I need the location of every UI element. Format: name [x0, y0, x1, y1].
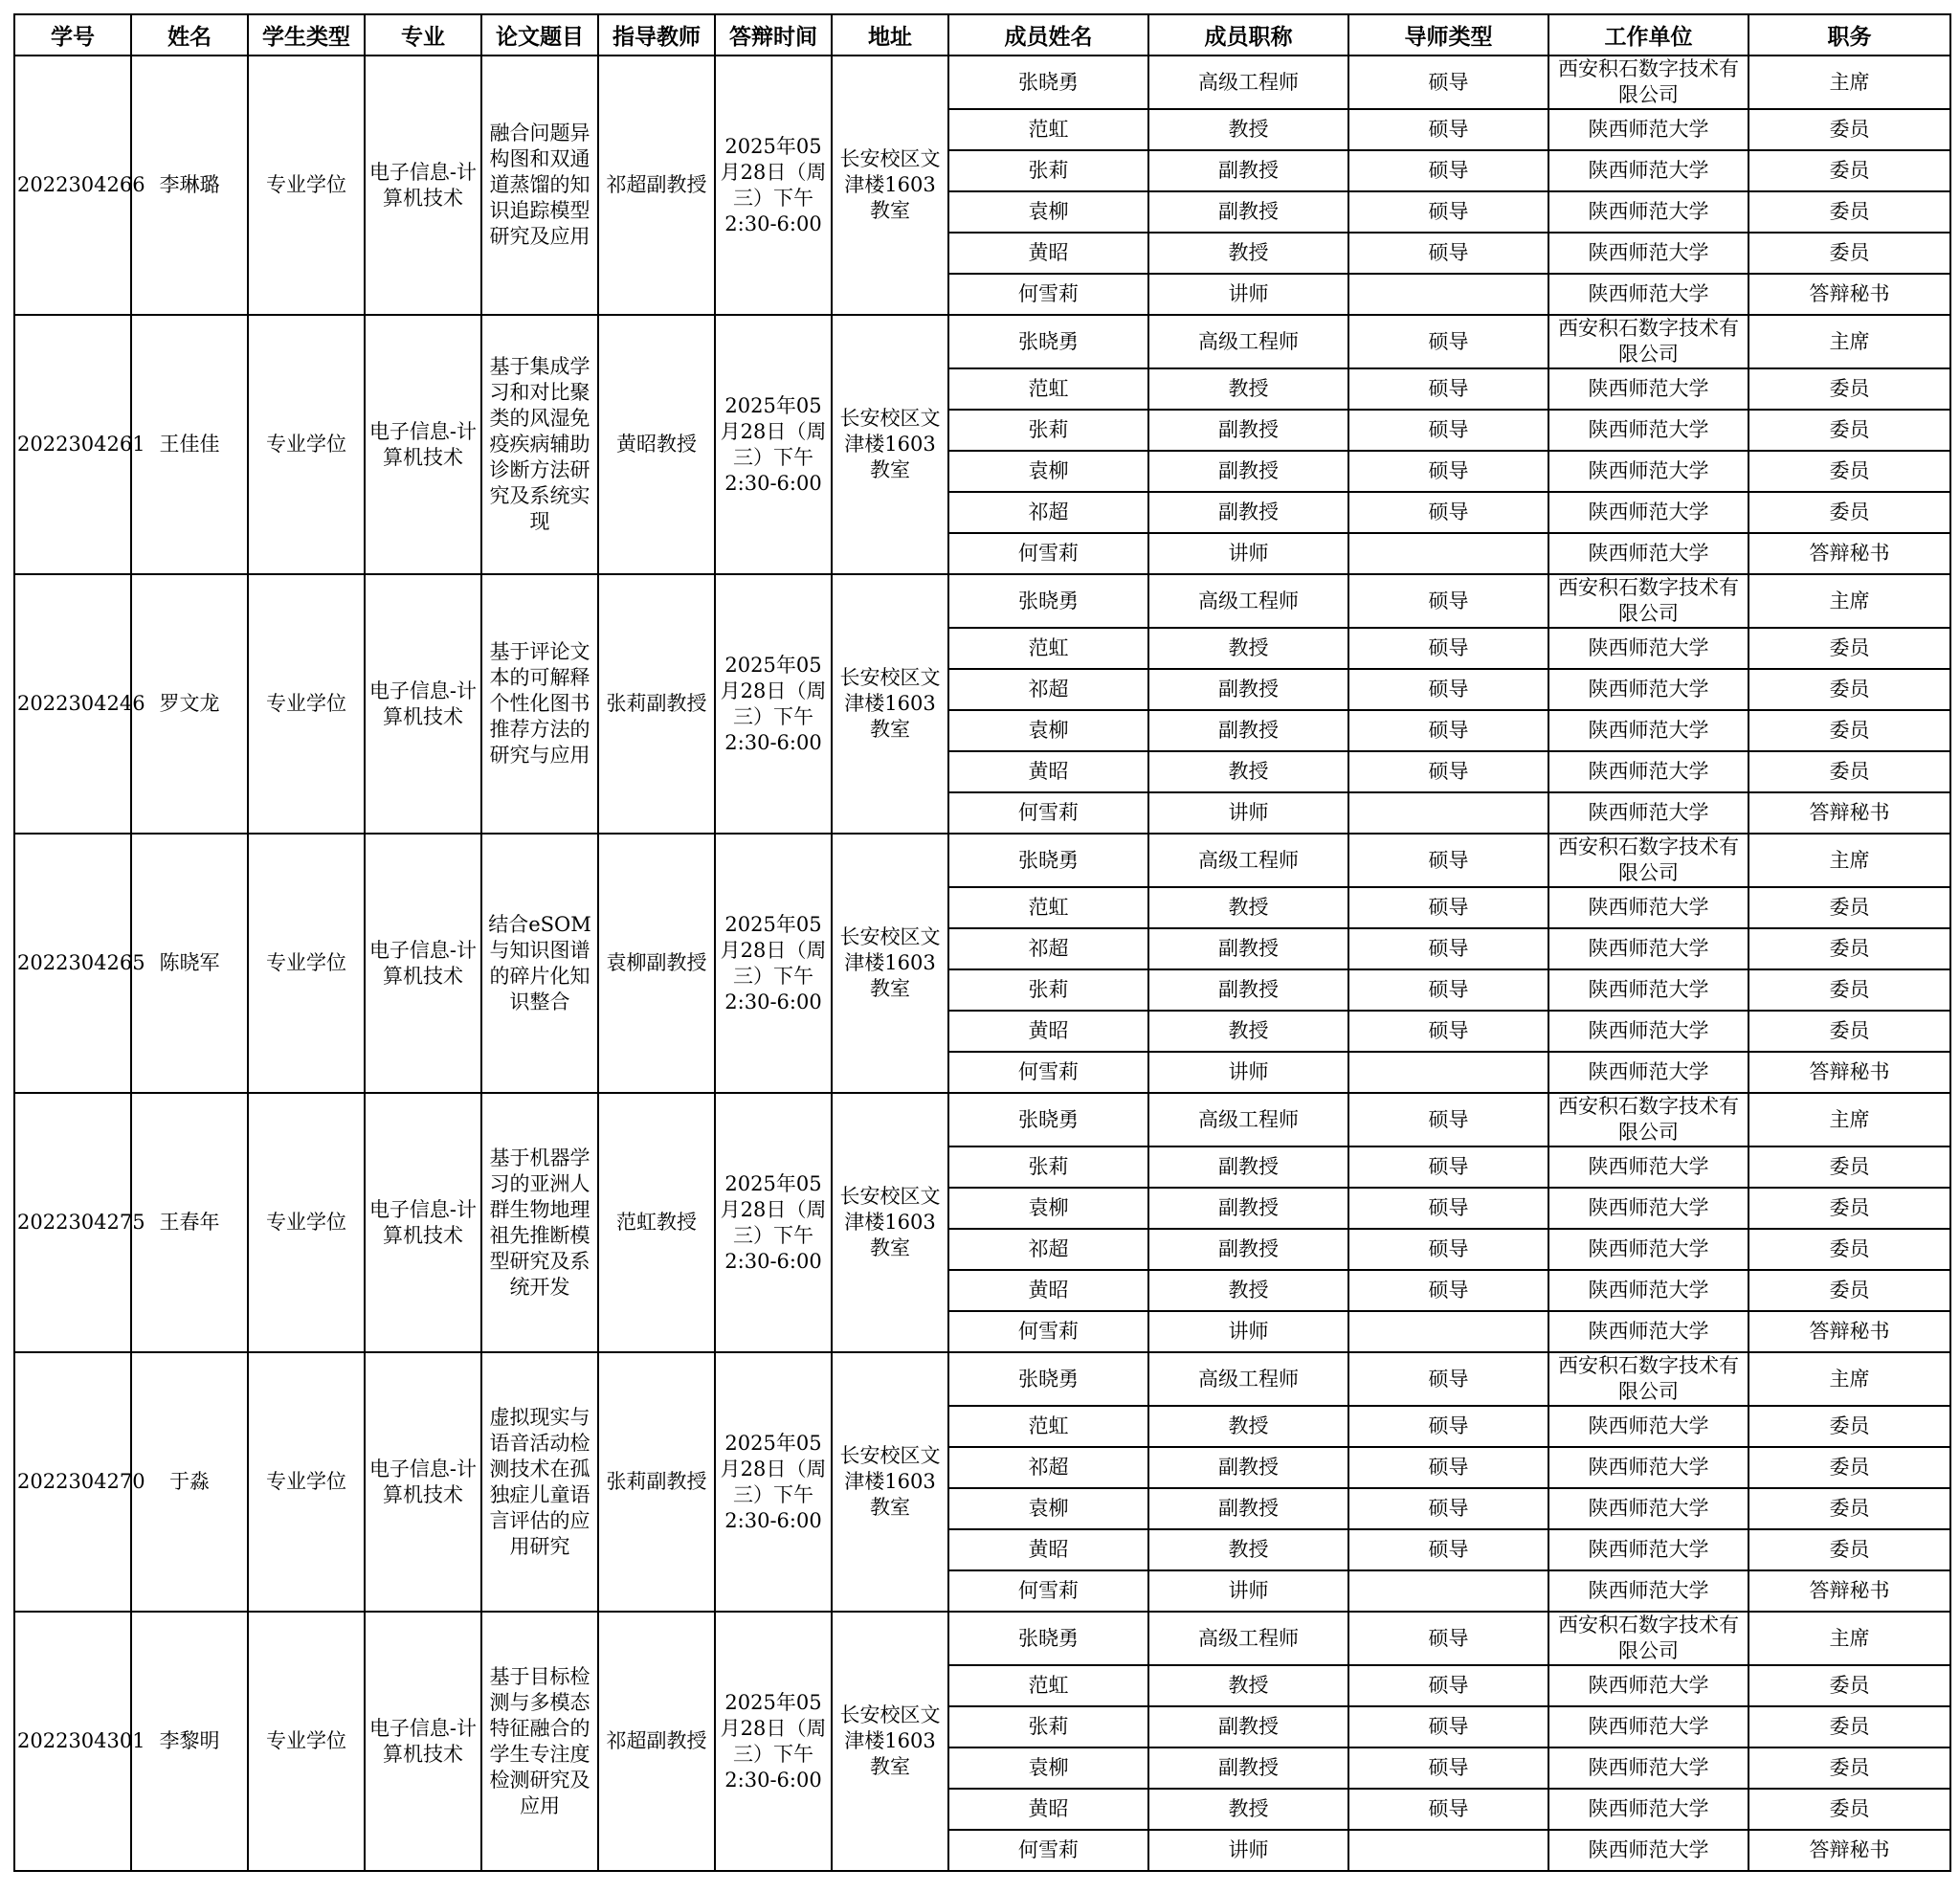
- defense-schedule-sheet: [13, 13, 1950, 1880]
- supervisor-type-cell: 硕导: [1348, 1093, 1548, 1146]
- supervisor-type-cell: [1348, 1570, 1548, 1612]
- supervisor-type-cell: 硕导: [1348, 969, 1548, 1011]
- supervisor-type-cell: 硕导: [1348, 1270, 1548, 1311]
- member-name-cell: 黄昭: [948, 1529, 1148, 1570]
- member-title-cell: 副教授: [1148, 1706, 1348, 1747]
- work-unit-cell: 陕西师范大学: [1548, 233, 1748, 274]
- member-name-cell: 张晓勇: [948, 574, 1148, 628]
- member-title-cell: 高级工程师: [1148, 1612, 1348, 1665]
- table-row: [14, 1612, 1950, 1665]
- member-title-cell: 讲师: [1148, 1570, 1348, 1612]
- work-unit-cell: 西安积石数字技术有限公司: [1548, 834, 1748, 887]
- defense-time-cell: 2025年05月28日（周三）下午2:30-6:00: [715, 1352, 832, 1612]
- header-student-type: 学生类型: [248, 14, 365, 56]
- supervisor-type-cell: [1348, 1311, 1548, 1352]
- member-name-cell: 张莉: [948, 1706, 1148, 1747]
- member-name-cell: 黄昭: [948, 1270, 1148, 1311]
- work-unit-cell: 陕西师范大学: [1548, 1706, 1748, 1747]
- member-name-cell: 黄昭: [948, 1789, 1148, 1830]
- role-cell: 主席: [1748, 1612, 1950, 1665]
- member-name-cell: 祁超: [948, 492, 1148, 533]
- member-title-cell: 教授: [1148, 233, 1348, 274]
- work-unit-cell: 陕西师范大学: [1548, 1529, 1748, 1570]
- supervisor-type-cell: 硕导: [1348, 492, 1548, 533]
- member-title-cell: 副教授: [1148, 669, 1348, 710]
- work-unit-cell: 西安积石数字技术有限公司: [1548, 1352, 1748, 1406]
- supervisor-type-cell: 硕导: [1348, 1352, 1548, 1406]
- student-type-cell: 专业学位: [248, 1612, 365, 1871]
- work-unit-cell: 西安积石数字技术有限公司: [1548, 574, 1748, 628]
- member-name-cell: 张晓勇: [948, 834, 1148, 887]
- member-title-cell: 副教授: [1148, 1488, 1348, 1529]
- member-title-cell: 副教授: [1148, 928, 1348, 969]
- member-name-cell: 张晓勇: [948, 1612, 1148, 1665]
- work-unit-cell: 陕西师范大学: [1548, 1447, 1748, 1488]
- header-advisor: 指导教师: [598, 14, 715, 56]
- header-member-title: 成员职称: [1148, 14, 1348, 56]
- member-title-cell: 讲师: [1148, 274, 1348, 315]
- table-row: [14, 1352, 1950, 1406]
- work-unit-cell: 西安积石数字技术有限公司: [1548, 1612, 1748, 1665]
- member-name-cell: 范虹: [948, 109, 1148, 150]
- member-name-cell: 范虹: [948, 1406, 1148, 1447]
- defense-time-cell: 2025年05月28日（周三）下午2:30-6:00: [715, 574, 832, 834]
- role-cell: 答辩秘书: [1748, 1570, 1950, 1612]
- member-name-cell: 何雪莉: [948, 792, 1148, 834]
- header-defense-time: 答辩时间: [715, 14, 832, 56]
- member-name-cell: 张莉: [948, 969, 1148, 1011]
- defense-time-cell: 2025年05月28日（周三）下午2:30-6:00: [715, 315, 832, 574]
- supervisor-type-cell: 硕导: [1348, 628, 1548, 669]
- work-unit-cell: 陕西师范大学: [1548, 1146, 1748, 1188]
- supervisor-type-cell: 硕导: [1348, 109, 1548, 150]
- member-name-cell: 何雪莉: [948, 274, 1148, 315]
- student-name-cell: 王佳佳: [131, 315, 248, 574]
- member-title-cell: 高级工程师: [1148, 574, 1348, 628]
- supervisor-type-cell: 硕导: [1348, 1529, 1548, 1570]
- student-type-cell: 专业学位: [248, 1093, 365, 1352]
- header-location: 地址: [832, 14, 948, 56]
- thesis-title-cell: 融合问题异构图和双通道蒸馏的知识追踪模型研究及应用: [481, 56, 598, 315]
- thesis-title-cell: 基于机器学习的亚洲人群生物地理祖先推断模型研究及系统开发: [481, 1093, 598, 1352]
- member-name-cell: 范虹: [948, 628, 1148, 669]
- role-cell: 委员: [1748, 628, 1950, 669]
- supervisor-type-cell: 硕导: [1348, 751, 1548, 792]
- location-cell: 长安校区文津楼1603教室: [832, 56, 948, 315]
- work-unit-cell: 陕西师范大学: [1548, 887, 1748, 928]
- member-name-cell: 张莉: [948, 410, 1148, 451]
- location-cell: 长安校区文津楼1603教室: [832, 1352, 948, 1612]
- role-cell: 委员: [1748, 1146, 1950, 1188]
- header-work-unit: 工作单位: [1548, 14, 1748, 56]
- member-name-cell: 袁柳: [948, 710, 1148, 751]
- supervisor-type-cell: 硕导: [1348, 1447, 1548, 1488]
- defense-time-cell: 2025年05月28日（周三）下午2:30-6:00: [715, 1093, 832, 1352]
- member-name-cell: 何雪莉: [948, 1570, 1148, 1612]
- member-name-cell: 袁柳: [948, 1747, 1148, 1789]
- member-title-cell: 教授: [1148, 628, 1348, 669]
- role-cell: 委员: [1748, 710, 1950, 751]
- role-cell: 委员: [1748, 150, 1950, 191]
- role-cell: 主席: [1748, 1352, 1950, 1406]
- role-cell: 委员: [1748, 1706, 1950, 1747]
- work-unit-cell: 陕西师范大学: [1548, 1229, 1748, 1270]
- member-title-cell: 副教授: [1148, 1229, 1348, 1270]
- supervisor-type-cell: 硕导: [1348, 928, 1548, 969]
- advisor-cell: 黄昭教授: [598, 315, 715, 574]
- supervisor-type-cell: 硕导: [1348, 1665, 1548, 1706]
- thesis-title-cell: 基于目标检测与多模态特征融合的学生专注度检测研究及应用: [481, 1612, 598, 1871]
- location-cell: 长安校区文津楼1603教室: [832, 1093, 948, 1352]
- role-cell: 主席: [1748, 834, 1950, 887]
- member-title-cell: 教授: [1148, 1011, 1348, 1052]
- member-title-cell: 副教授: [1148, 969, 1348, 1011]
- major-cell: 电子信息-计算机技术: [365, 1612, 481, 1871]
- role-cell: 委员: [1748, 1789, 1950, 1830]
- member-title-cell: 讲师: [1148, 1830, 1348, 1871]
- role-cell: 答辩秘书: [1748, 1052, 1950, 1093]
- role-cell: 答辩秘书: [1748, 533, 1950, 574]
- major-cell: 电子信息-计算机技术: [365, 574, 481, 834]
- role-cell: 委员: [1748, 669, 1950, 710]
- role-cell: 答辩秘书: [1748, 274, 1950, 315]
- table-row: [14, 1093, 1950, 1146]
- supervisor-type-cell: 硕导: [1348, 1706, 1548, 1747]
- role-cell: 委员: [1748, 1447, 1950, 1488]
- member-name-cell: 何雪莉: [948, 533, 1148, 574]
- member-title-cell: 教授: [1148, 1665, 1348, 1706]
- work-unit-cell: 西安积石数字技术有限公司: [1548, 315, 1748, 368]
- thesis-title-cell: 基于评论文本的可解释个性化图书推荐方法的研究与应用: [481, 574, 598, 834]
- supervisor-type-cell: 硕导: [1348, 368, 1548, 410]
- student-name-cell: 陈晓军: [131, 834, 248, 1093]
- work-unit-cell: 陕西师范大学: [1548, 1830, 1748, 1871]
- student-type-cell: 专业学位: [248, 1352, 365, 1612]
- supervisor-type-cell: 硕导: [1348, 574, 1548, 628]
- member-name-cell: 张晓勇: [948, 1352, 1148, 1406]
- role-cell: 委员: [1748, 109, 1950, 150]
- header-supervisor-type: 导师类型: [1348, 14, 1548, 56]
- member-title-cell: 教授: [1148, 1529, 1348, 1570]
- work-unit-cell: 陕西师范大学: [1548, 969, 1748, 1011]
- defense-time-cell: 2025年05月28日（周三）下午2:30-6:00: [715, 56, 832, 315]
- supervisor-type-cell: 硕导: [1348, 451, 1548, 492]
- work-unit-cell: 西安积石数字技术有限公司: [1548, 56, 1748, 109]
- student-name-cell: 王春年: [131, 1093, 248, 1352]
- work-unit-cell: 陕西师范大学: [1548, 669, 1748, 710]
- advisor-cell: 祁超副教授: [598, 56, 715, 315]
- role-cell: 委员: [1748, 451, 1950, 492]
- member-title-cell: 副教授: [1148, 1447, 1348, 1488]
- member-name-cell: 张莉: [948, 150, 1148, 191]
- work-unit-cell: 陕西师范大学: [1548, 1052, 1748, 1093]
- role-cell: 委员: [1748, 928, 1950, 969]
- member-title-cell: 副教授: [1148, 451, 1348, 492]
- member-title-cell: 副教授: [1148, 1146, 1348, 1188]
- student-name-cell: 罗文龙: [131, 574, 248, 834]
- member-title-cell: 副教授: [1148, 710, 1348, 751]
- work-unit-cell: 陕西师范大学: [1548, 150, 1748, 191]
- table-row: [14, 574, 1950, 628]
- work-unit-cell: 陕西师范大学: [1548, 1488, 1748, 1529]
- role-cell: 委员: [1748, 410, 1950, 451]
- supervisor-type-cell: 硕导: [1348, 1188, 1548, 1229]
- member-name-cell: 袁柳: [948, 451, 1148, 492]
- member-title-cell: 教授: [1148, 751, 1348, 792]
- work-unit-cell: 陕西师范大学: [1548, 1570, 1748, 1612]
- table-row: [14, 56, 1950, 109]
- member-name-cell: 范虹: [948, 368, 1148, 410]
- student-name-cell: 于淼: [131, 1352, 248, 1612]
- member-name-cell: 袁柳: [948, 1188, 1148, 1229]
- member-name-cell: 张莉: [948, 1146, 1148, 1188]
- defense-time-cell: 2025年05月28日（周三）下午2:30-6:00: [715, 1612, 832, 1871]
- member-name-cell: 袁柳: [948, 191, 1148, 233]
- member-title-cell: 教授: [1148, 887, 1348, 928]
- role-cell: 主席: [1748, 1093, 1950, 1146]
- defense-time-cell: 2025年05月28日（周三）下午2:30-6:00: [715, 834, 832, 1093]
- table-row: [14, 834, 1950, 887]
- student-id-cell: 2022304246: [14, 574, 131, 834]
- student-type-cell: 专业学位: [248, 834, 365, 1093]
- supervisor-type-cell: 硕导: [1348, 1789, 1548, 1830]
- major-cell: 电子信息-计算机技术: [365, 834, 481, 1093]
- supervisor-type-cell: [1348, 274, 1548, 315]
- location-cell: 长安校区文津楼1603教室: [832, 574, 948, 834]
- work-unit-cell: 陕西师范大学: [1548, 628, 1748, 669]
- work-unit-cell: 陕西师范大学: [1548, 1311, 1748, 1352]
- member-title-cell: 教授: [1148, 109, 1348, 150]
- student-id-cell: 2022304261: [14, 315, 131, 574]
- student-id-cell: 2022304301: [14, 1612, 131, 1871]
- major-cell: 电子信息-计算机技术: [365, 315, 481, 574]
- header-student-id: 学号: [14, 14, 131, 56]
- student-name-cell: 李琳璐: [131, 56, 248, 315]
- role-cell: 答辩秘书: [1748, 792, 1950, 834]
- supervisor-type-cell: 硕导: [1348, 233, 1548, 274]
- supervisor-type-cell: 硕导: [1348, 1612, 1548, 1665]
- member-name-cell: 何雪莉: [948, 1052, 1148, 1093]
- member-name-cell: 何雪莉: [948, 1311, 1148, 1352]
- student-type-cell: 专业学位: [248, 56, 365, 315]
- member-title-cell: 副教授: [1148, 492, 1348, 533]
- work-unit-cell: 陕西师范大学: [1548, 274, 1748, 315]
- supervisor-type-cell: 硕导: [1348, 150, 1548, 191]
- advisor-cell: 范虹教授: [598, 1093, 715, 1352]
- supervisor-type-cell: 硕导: [1348, 1146, 1548, 1188]
- supervisor-type-cell: 硕导: [1348, 1488, 1548, 1529]
- member-name-cell: 张晓勇: [948, 56, 1148, 109]
- header-role: 职务: [1748, 14, 1950, 56]
- student-type-cell: 专业学位: [248, 315, 365, 574]
- member-name-cell: 范虹: [948, 887, 1148, 928]
- header-member-name: 成员姓名: [948, 14, 1148, 56]
- major-cell: 电子信息-计算机技术: [365, 1093, 481, 1352]
- student-name-cell: 李黎明: [131, 1612, 248, 1871]
- member-name-cell: 祁超: [948, 1229, 1148, 1270]
- work-unit-cell: 陕西师范大学: [1548, 928, 1748, 969]
- role-cell: 委员: [1748, 191, 1950, 233]
- member-title-cell: 教授: [1148, 1406, 1348, 1447]
- advisor-cell: 张莉副教授: [598, 1352, 715, 1612]
- member-title-cell: 教授: [1148, 1270, 1348, 1311]
- thesis-title-cell: 结合eSOM与知识图谱的碎片化知识整合: [481, 834, 598, 1093]
- advisor-cell: 张莉副教授: [598, 574, 715, 834]
- role-cell: 委员: [1748, 1406, 1950, 1447]
- supervisor-type-cell: 硕导: [1348, 710, 1548, 751]
- supervisor-type-cell: [1348, 1052, 1548, 1093]
- role-cell: 委员: [1748, 1011, 1950, 1052]
- work-unit-cell: 陕西师范大学: [1548, 191, 1748, 233]
- member-name-cell: 黄昭: [948, 1011, 1148, 1052]
- member-title-cell: 高级工程师: [1148, 834, 1348, 887]
- supervisor-type-cell: 硕导: [1348, 410, 1548, 451]
- header-major: 专业: [365, 14, 481, 56]
- work-unit-cell: 陕西师范大学: [1548, 492, 1748, 533]
- thesis-title-cell: 虚拟现实与语音活动检测技术在孤独症儿童语言评估的应用研究: [481, 1352, 598, 1612]
- member-name-cell: 黄昭: [948, 751, 1148, 792]
- supervisor-type-cell: [1348, 533, 1548, 574]
- supervisor-type-cell: [1348, 1830, 1548, 1871]
- work-unit-cell: 陕西师范大学: [1548, 1188, 1748, 1229]
- student-id-cell: 2022304265: [14, 834, 131, 1093]
- location-cell: 长安校区文津楼1603教室: [832, 1612, 948, 1871]
- member-title-cell: 副教授: [1148, 150, 1348, 191]
- work-unit-cell: 陕西师范大学: [1548, 792, 1748, 834]
- major-cell: 电子信息-计算机技术: [365, 56, 481, 315]
- role-cell: 委员: [1748, 1747, 1950, 1789]
- member-title-cell: 高级工程师: [1148, 1093, 1348, 1146]
- role-cell: 委员: [1748, 969, 1950, 1011]
- member-name-cell: 祁超: [948, 1447, 1148, 1488]
- work-unit-cell: 陕西师范大学: [1548, 1789, 1748, 1830]
- member-title-cell: 讲师: [1148, 1311, 1348, 1352]
- supervisor-type-cell: 硕导: [1348, 834, 1548, 887]
- member-title-cell: 副教授: [1148, 1188, 1348, 1229]
- role-cell: 答辩秘书: [1748, 1830, 1950, 1871]
- header-row: [14, 14, 1950, 56]
- header-name: 姓名: [131, 14, 248, 56]
- member-title-cell: 讲师: [1148, 533, 1348, 574]
- student-id-cell: 2022304266: [14, 56, 131, 315]
- student-id-cell: 2022304270: [14, 1352, 131, 1612]
- member-title-cell: 副教授: [1148, 410, 1348, 451]
- work-unit-cell: 陕西师范大学: [1548, 751, 1748, 792]
- work-unit-cell: 陕西师范大学: [1548, 451, 1748, 492]
- supervisor-type-cell: 硕导: [1348, 1011, 1548, 1052]
- member-title-cell: 高级工程师: [1148, 315, 1348, 368]
- member-name-cell: 祁超: [948, 669, 1148, 710]
- work-unit-cell: 陕西师范大学: [1548, 1406, 1748, 1447]
- table-body: [14, 56, 1950, 1871]
- table-row: [14, 315, 1950, 368]
- supervisor-type-cell: [1348, 792, 1548, 834]
- member-title-cell: 教授: [1148, 1789, 1348, 1830]
- role-cell: 委员: [1748, 887, 1950, 928]
- role-cell: 委员: [1748, 751, 1950, 792]
- defense-schedule-table: [13, 13, 1951, 1872]
- member-title-cell: 高级工程师: [1148, 56, 1348, 109]
- work-unit-cell: 陕西师范大学: [1548, 1270, 1748, 1311]
- thesis-title-cell: 基于集成学习和对比聚类的风湿免疫疾病辅助诊断方法研究及系统实现: [481, 315, 598, 574]
- supervisor-type-cell: 硕导: [1348, 56, 1548, 109]
- supervisor-type-cell: 硕导: [1348, 191, 1548, 233]
- supervisor-type-cell: 硕导: [1348, 1229, 1548, 1270]
- role-cell: 委员: [1748, 1229, 1950, 1270]
- member-title-cell: 讲师: [1148, 792, 1348, 834]
- member-title-cell: 教授: [1148, 368, 1348, 410]
- work-unit-cell: 陕西师范大学: [1548, 533, 1748, 574]
- work-unit-cell: 陕西师范大学: [1548, 368, 1748, 410]
- role-cell: 主席: [1748, 56, 1950, 109]
- location-cell: 长安校区文津楼1603教室: [832, 834, 948, 1093]
- role-cell: 委员: [1748, 492, 1950, 533]
- supervisor-type-cell: 硕导: [1348, 887, 1548, 928]
- student-type-cell: 专业学位: [248, 574, 365, 834]
- work-unit-cell: 陕西师范大学: [1548, 710, 1748, 751]
- member-title-cell: 副教授: [1148, 1747, 1348, 1789]
- work-unit-cell: 陕西师范大学: [1548, 1011, 1748, 1052]
- role-cell: 委员: [1748, 1488, 1950, 1529]
- role-cell: 委员: [1748, 1665, 1950, 1706]
- role-cell: 主席: [1748, 315, 1950, 368]
- work-unit-cell: 陕西师范大学: [1548, 1747, 1748, 1789]
- member-title-cell: 副教授: [1148, 191, 1348, 233]
- member-name-cell: 范虹: [948, 1665, 1148, 1706]
- role-cell: 委员: [1748, 1188, 1950, 1229]
- header-thesis-title: 论文题目: [481, 14, 598, 56]
- role-cell: 答辩秘书: [1748, 1311, 1950, 1352]
- member-name-cell: 张晓勇: [948, 315, 1148, 368]
- work-unit-cell: 陕西师范大学: [1548, 1665, 1748, 1706]
- member-name-cell: 何雪莉: [948, 1830, 1148, 1871]
- role-cell: 委员: [1748, 1529, 1950, 1570]
- work-unit-cell: 陕西师范大学: [1548, 109, 1748, 150]
- work-unit-cell: 西安积石数字技术有限公司: [1548, 1093, 1748, 1146]
- member-name-cell: 祁超: [948, 928, 1148, 969]
- role-cell: 委员: [1748, 233, 1950, 274]
- member-name-cell: 黄昭: [948, 233, 1148, 274]
- work-unit-cell: 陕西师范大学: [1548, 410, 1748, 451]
- advisor-cell: 袁柳副教授: [598, 834, 715, 1093]
- advisor-cell: 祁超副教授: [598, 1612, 715, 1871]
- role-cell: 主席: [1748, 574, 1950, 628]
- supervisor-type-cell: 硕导: [1348, 669, 1548, 710]
- role-cell: 委员: [1748, 1270, 1950, 1311]
- role-cell: 委员: [1748, 368, 1950, 410]
- major-cell: 电子信息-计算机技术: [365, 1352, 481, 1612]
- supervisor-type-cell: 硕导: [1348, 1747, 1548, 1789]
- student-id-cell: 2022304275: [14, 1093, 131, 1352]
- member-title-cell: 高级工程师: [1148, 1352, 1348, 1406]
- member-title-cell: 讲师: [1148, 1052, 1348, 1093]
- supervisor-type-cell: 硕导: [1348, 1406, 1548, 1447]
- member-name-cell: 张晓勇: [948, 1093, 1148, 1146]
- member-name-cell: 袁柳: [948, 1488, 1148, 1529]
- supervisor-type-cell: 硕导: [1348, 315, 1548, 368]
- location-cell: 长安校区文津楼1603教室: [832, 315, 948, 574]
